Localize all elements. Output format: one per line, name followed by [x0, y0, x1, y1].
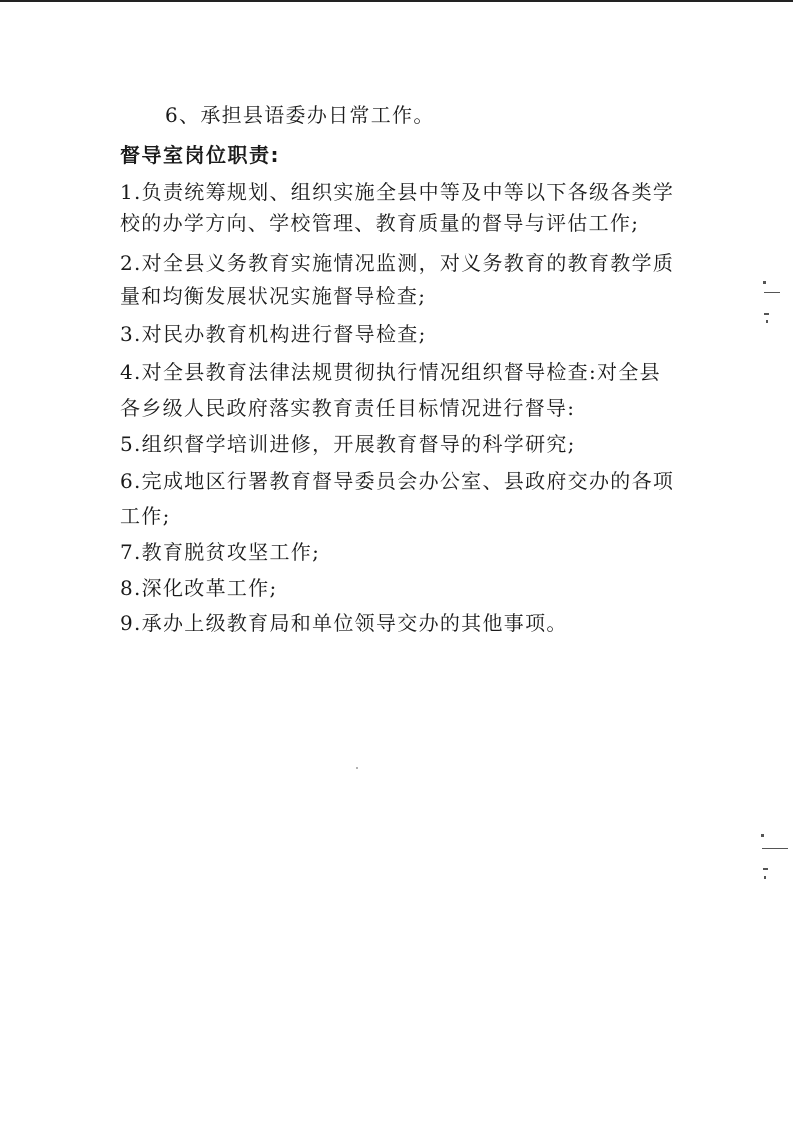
- duty-line: 各乡级人民政府落实教育责任目标情况进行督导:: [120, 396, 576, 420]
- duty-line: 8.深化改革工作;: [120, 576, 278, 600]
- duty-line: 量和均衡发展状况实施督导检查;: [120, 284, 427, 308]
- duty-line: 工作;: [120, 504, 171, 528]
- binding-mark: [764, 876, 766, 879]
- duty-line: 1.负责统筹规划、组织实施全县中等及中等以下各级各类学: [120, 180, 675, 204]
- binding-mark: [766, 320, 768, 323]
- binding-mark: [763, 868, 768, 870]
- duty-line: 6.完成地区行署教育督导委员会办公室、县政府交办的各项: [120, 469, 675, 493]
- duty-line: 9.承办上级教育局和单位领导交办的其他事项。: [120, 611, 568, 635]
- section-heading: 督导室岗位职责:: [120, 143, 280, 167]
- scan-speck: [356, 767, 358, 769]
- duty-line: 校的办学方向、学校管理、教育质量的督导与评估工作;: [120, 211, 640, 235]
- binding-mark: [764, 292, 780, 293]
- binding-mark: [762, 848, 788, 849]
- top-border-line: [0, 0, 793, 2]
- duty-line: 2.对全县义务教育实施情况监测，对义务教育的教育教学质: [120, 251, 675, 275]
- binding-mark: [764, 313, 769, 315]
- duty-line: 3.对民办教育机构进行督导检查;: [120, 322, 427, 346]
- duty-line: 7.教育脱贫攻坚工作;: [120, 540, 321, 564]
- duty-line: 5.组织督学培训进修，开展教育督导的科学研究;: [120, 432, 576, 456]
- intro-item: 6、承担县语委办日常工作。: [165, 103, 435, 127]
- duty-line: 4.对全县教育法律法规贯彻执行情况组织督导检查:对全县: [120, 360, 661, 384]
- binding-mark: [763, 281, 766, 284]
- binding-mark: [761, 834, 764, 837]
